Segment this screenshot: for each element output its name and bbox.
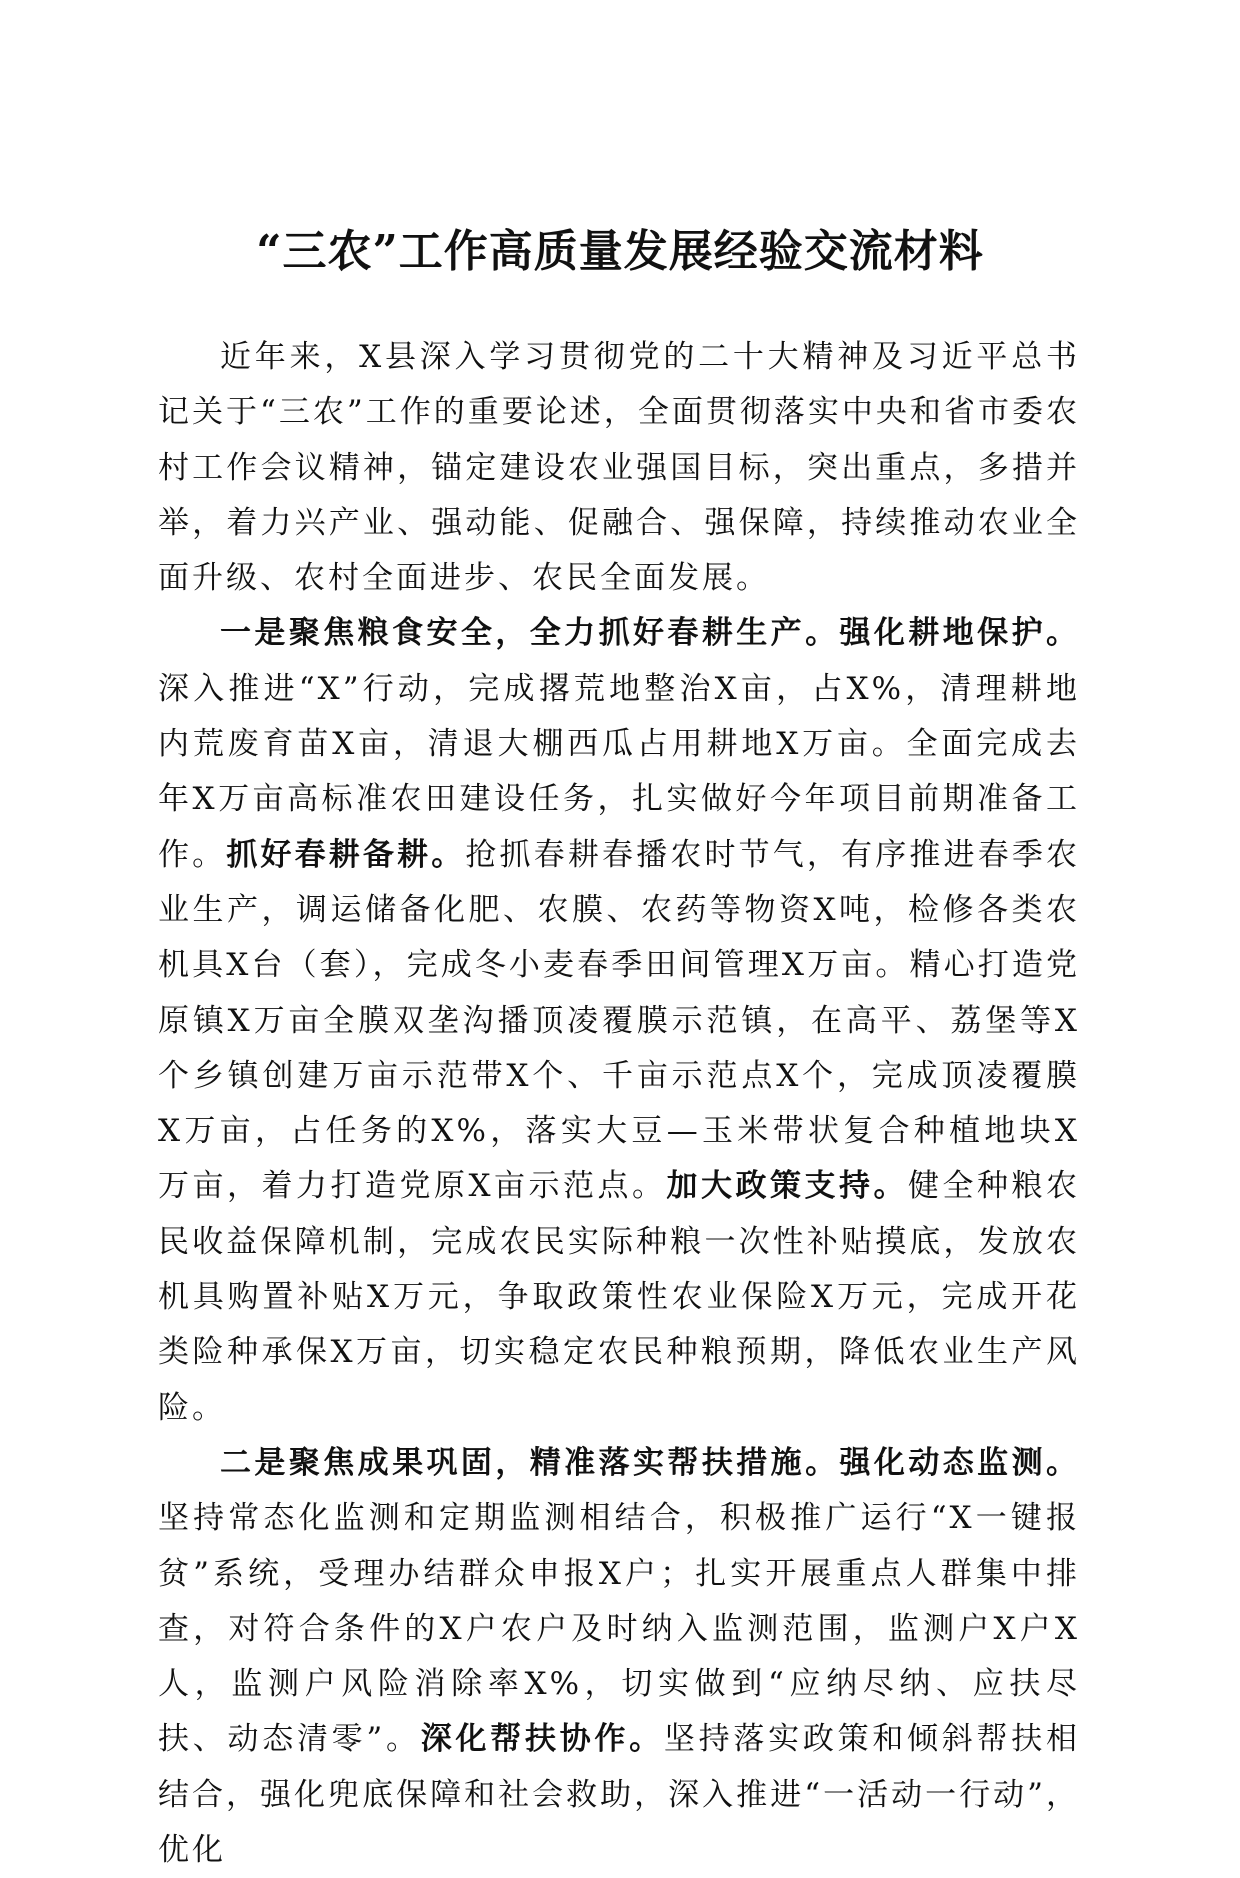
section-1-text-1: 深入推进“X”行动，完成撂荒地整治X亩，占X%，清理耕地内荒废育苗X亩，清退大棚西瓜占用耕地X万亩。全面完成去年X万亩高标准农田建设任务，扎实做好今年项目前期准备工作。 bbox=[158, 670, 1080, 873]
section-2-subheading-1: 强化动态监测。 bbox=[839, 1444, 1080, 1481]
section-2-paragraph bbox=[158, 1436, 1080, 1878]
section-1-text-3: 健全种粮农民收益保障机制，完成农民实际种粮一次性补贴摸底，发放农机具购置补贴X万元，争取政策性农业保险X万元，完成开花类险种承保X万亩，切实稳定农民种粮预期，降低农业生产风险。 bbox=[158, 1168, 1081, 1426]
section-2-heading: 二是聚焦成果巩固，精准落实帮扶措施。 bbox=[220, 1444, 840, 1481]
section-1-heading: 一是聚焦粮食安全，全力抓好春耕生产。 bbox=[220, 615, 840, 652]
section-1-subheading-2: 抓好春耕备耕。 bbox=[226, 836, 466, 873]
document-body bbox=[158, 330, 1080, 1878]
section-1-paragraph bbox=[158, 606, 1080, 1435]
intro-paragraph: 近年来，X县深入学习贯彻党的二十大精神及习近平总书记关于“三农”工作的重要论述，全面贯彻落实中央和省市委农村工作会议精神，锚定建设农业强国目标，突出重点，多措并举，着力兴产业、强动能、促融合、强保障，持续推动农业全面升级、农村全面进步、农民全面发展。 bbox=[158, 339, 1080, 597]
section-1-text-2: 抢抓春耕春播农时节气，有序推进春季农业生产，调运储备化肥、农膜、农药等物资X吨，检修各类农机具X台（套），完成冬小麦春季田间管理X万亩。精心打造党原镇X万亩全膜双垄沟播顶凌覆膜示范镇，在高平、荔堡等X个乡镇创建万亩示范带X个、千亩示范点X个，完成顶凌覆膜X万亩，占任务的X%，落实大豆—玉米带状复合种植地块X万亩，着力打造党原X亩示范点。 bbox=[158, 836, 1081, 1205]
document-title: “三农”工作高质量发展经验交流材料 bbox=[256, 226, 984, 277]
section-2-text-2: 坚持落实政策和倾斜帮扶相结合，强化兜底保障和社会救助，深入推进“一活动一行动”，优化 bbox=[158, 1721, 1081, 1869]
section-2-subheading-2: 深化帮扶协作。 bbox=[420, 1721, 664, 1758]
section-1-subheading-1: 强化耕地保护。 bbox=[839, 615, 1080, 652]
section-2-text-1: 坚持常态化监测和定期监测相结合，积极推广运行“X一键报贫”系统，受理办结群众申报X户；扎实开展重点人群集中排查，对符合条件的X户农户及时纳入监测范围，监测户X户X人，监测户风险消除率X%，切实做到“应纳尽纳、应扶尽扶、动态清零”。 bbox=[158, 1500, 1080, 1758]
section-1-subheading-3: 加大政策支持。 bbox=[666, 1168, 909, 1205]
